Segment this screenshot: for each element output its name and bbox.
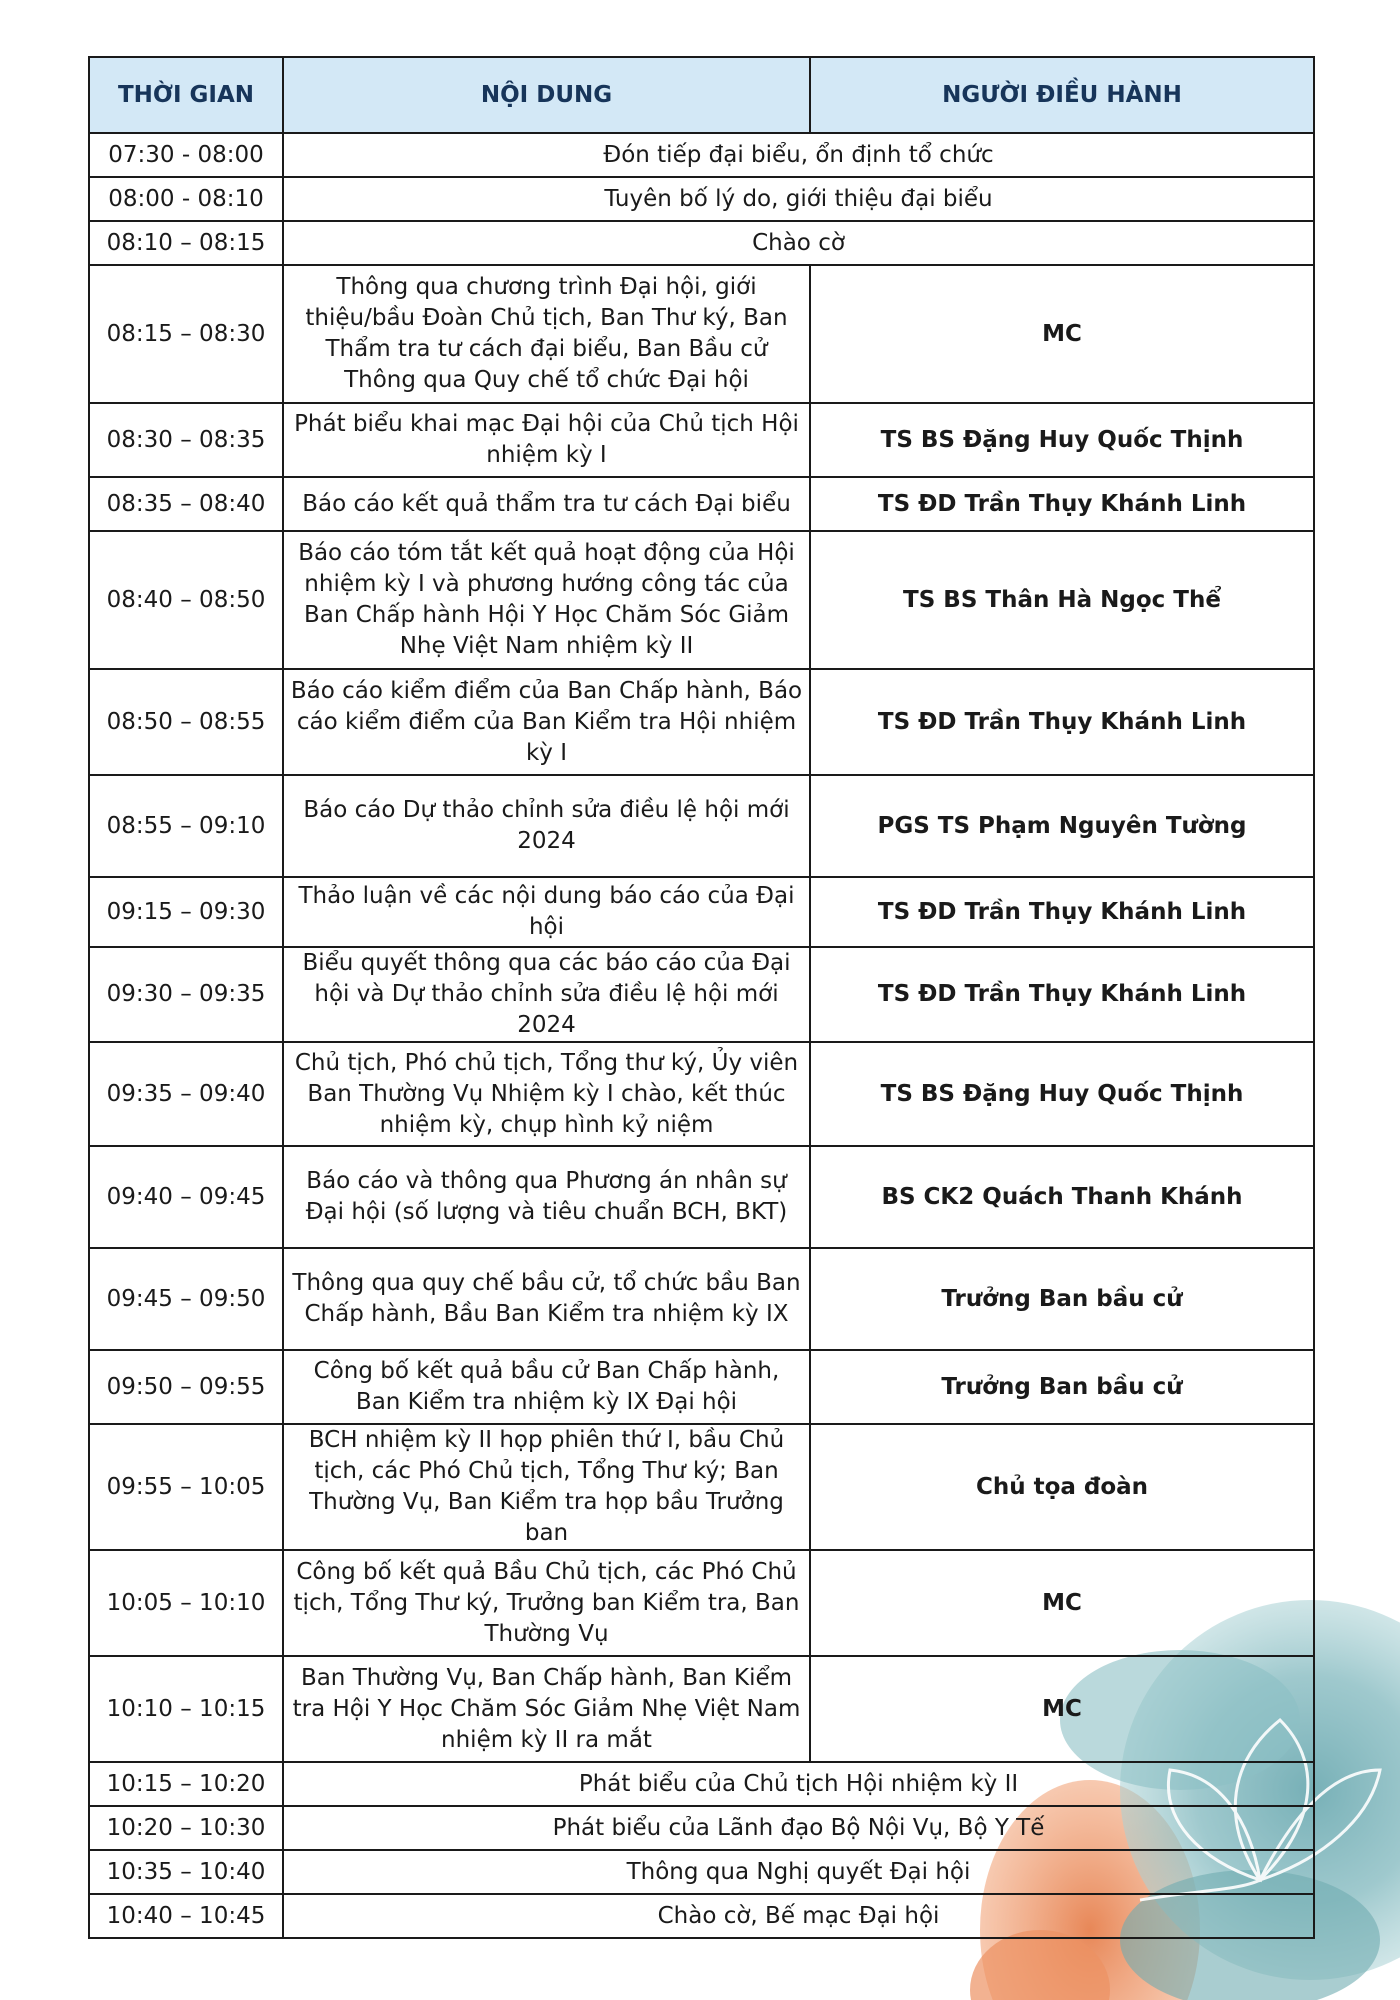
content-cell: Thông qua chương trình Đại hội, giới thiệu/bầu Đoàn Chủ tịch, Ban Thư ký, Ban Thẩm tra tư cách đại biểu, Ban Bầu cử Thông qua Quy chế tổ chức Đại hội [283,265,810,403]
header-content: NỘI DUNG [283,57,810,133]
content-cell: Báo cáo tóm tắt kết quả hoạt động của Hội nhiệm kỳ I và phương hướng công tác của Ban Chấp hành Hội Y Học Chăm Sóc Giảm Nhẹ Việt Nam nhiệm kỳ II [283,531,810,669]
time-cell: 10:05 – 10:10 [89,1550,283,1656]
content-cell: Báo cáo Dự thảo chỉnh sửa điều lệ hội mới 2024 [283,775,810,877]
content-cell: BCH nhiệm kỳ II họp phiên thứ I, bầu Chủ tịch, các Phó Chủ tịch, Tổng Thư ký; Ban Thường Vụ, Ban Kiểm tra họp bầu Trưởng ban [283,1424,810,1550]
presenter-cell: MC [810,1550,1314,1656]
content-cell: Biểu quyết thông qua các báo cáo của Đại hội và Dự thảo chỉnh sửa điều lệ hội mới 2024 [283,947,810,1042]
time-cell: 08:15 – 08:30 [89,265,283,403]
content-cell: Tuyên bố lý do, giới thiệu đại biểu [283,177,1314,221]
time-cell: 09:50 – 09:55 [89,1350,283,1424]
content-cell: Công bố kết quả Bầu Chủ tịch, các Phó Chủ tịch, Tổng Thư ký, Trưởng ban Kiểm tra, Ban Thường Vụ [283,1550,810,1656]
content-cell: Chào cờ, Bế mạc Đại hội [283,1894,1314,1938]
time-cell: 10:20 – 10:30 [89,1806,283,1850]
content-cell: Chủ tịch, Phó chủ tịch, Tổng thư ký, Ủy viên Ban Thường Vụ Nhiệm kỳ I chào, kết thúc nhiệm kỳ, chụp hình kỷ niệm [283,1042,810,1146]
table-row [89,1762,1314,1806]
table-row [89,775,1314,877]
presenter-cell: TS BS Thân Hà Ngọc Thể [810,531,1314,669]
time-cell: 09:35 – 09:40 [89,1042,283,1146]
presenter-cell: TS BS Đặng Huy Quốc Thịnh [810,1042,1314,1146]
presenter-cell: BS CK2 Quách Thanh Khánh [810,1146,1314,1248]
time-cell: 09:45 – 09:50 [89,1248,283,1350]
agenda-body [89,133,1314,1938]
time-cell: 08:00 - 08:10 [89,177,283,221]
time-cell: 10:40 – 10:45 [89,1894,283,1938]
table-row [89,1850,1314,1894]
content-cell: Đón tiếp đại biểu, ổn định tổ chức [283,133,1314,177]
time-cell: 08:35 – 08:40 [89,477,283,531]
presenter-cell: MC [810,1656,1314,1762]
content-cell: Chào cờ [283,221,1314,265]
table-row [89,1550,1314,1656]
time-cell: 09:55 – 10:05 [89,1424,283,1550]
agenda-table [88,56,1315,1939]
presenter-cell: TS ĐD Trần Thụy Khánh Linh [810,477,1314,531]
time-cell: 09:40 – 09:45 [89,1146,283,1248]
presenter-cell: Trưởng Ban bầu cử [810,1248,1314,1350]
presenter-cell: TS ĐD Trần Thụy Khánh Linh [810,947,1314,1042]
table-row [89,1424,1314,1550]
time-cell: 10:35 – 10:40 [89,1850,283,1894]
presenter-cell: TS BS Đặng Huy Quốc Thịnh [810,403,1314,477]
presenter-cell: PGS TS Phạm Nguyên Tường [810,775,1314,877]
content-cell: Thảo luận về các nội dung báo cáo của Đại hội [283,877,810,947]
content-cell: Thông qua Nghị quyết Đại hội [283,1850,1314,1894]
presenter-cell: MC [810,265,1314,403]
table-row [89,1656,1314,1762]
time-cell: 08:10 – 08:15 [89,221,283,265]
table-row [89,1146,1314,1248]
time-cell: 08:55 – 09:10 [89,775,283,877]
table-row [89,877,1314,947]
table-row [89,1894,1314,1938]
table-row [89,531,1314,669]
table-row [89,133,1314,177]
content-cell: Phát biểu khai mạc Đại hội của Chủ tịch Hội nhiệm kỳ I [283,403,810,477]
time-cell: 07:30 - 08:00 [89,133,283,177]
content-cell: Phát biểu của Chủ tịch Hội nhiệm kỳ II [283,1762,1314,1806]
content-cell: Báo cáo kết quả thẩm tra tư cách Đại biểu [283,477,810,531]
time-cell: 09:15 – 09:30 [89,877,283,947]
content-cell: Ban Thường Vụ, Ban Chấp hành, Ban Kiểm tra Hội Y Học Chăm Sóc Giảm Nhẹ Việt Nam nhiệm kỳ II ra mắt [283,1656,810,1762]
table-row [89,177,1314,221]
time-cell: 08:30 – 08:35 [89,403,283,477]
table-row [89,265,1314,403]
table-row [89,947,1314,1042]
table-row [89,1042,1314,1146]
header-row [89,57,1314,133]
time-cell: 10:15 – 10:20 [89,1762,283,1806]
table-row [89,221,1314,265]
time-cell: 08:50 – 08:55 [89,669,283,775]
content-cell: Báo cáo và thông qua Phương án nhân sự Đại hội (số lượng và tiêu chuẩn BCH, BKT) [283,1146,810,1248]
time-cell: 08:40 – 08:50 [89,531,283,669]
table-row [89,669,1314,775]
table-row [89,477,1314,531]
presenter-cell: TS ĐD Trần Thụy Khánh Linh [810,669,1314,775]
table-row [89,1806,1314,1850]
table-row [89,1248,1314,1350]
presenter-cell: Chủ tọa đoàn [810,1424,1314,1550]
header-time: THỜI GIAN [89,57,283,133]
content-cell: Thông qua quy chế bầu cử, tổ chức bầu Ban Chấp hành, Bầu Ban Kiểm tra nhiệm kỳ IX [283,1248,810,1350]
content-cell: Báo cáo kiểm điểm của Ban Chấp hành, Báo cáo kiểm điểm của Ban Kiểm tra Hội nhiệm kỳ I [283,669,810,775]
presenter-cell: TS ĐD Trần Thụy Khánh Linh [810,877,1314,947]
content-cell: Công bố kết quả bầu cử Ban Chấp hành, Ban Kiểm tra nhiệm kỳ IX Đại hội [283,1350,810,1424]
table-row [89,1350,1314,1424]
table-row [89,403,1314,477]
presenter-cell: Trưởng Ban bầu cử [810,1350,1314,1424]
time-cell: 10:10 – 10:15 [89,1656,283,1762]
time-cell: 09:30 – 09:35 [89,947,283,1042]
content-cell: Phát biểu của Lãnh đạo Bộ Nội Vụ, Bộ Y Tế [283,1806,1314,1850]
header-presenter: NGƯỜI ĐIỀU HÀNH [810,57,1314,133]
